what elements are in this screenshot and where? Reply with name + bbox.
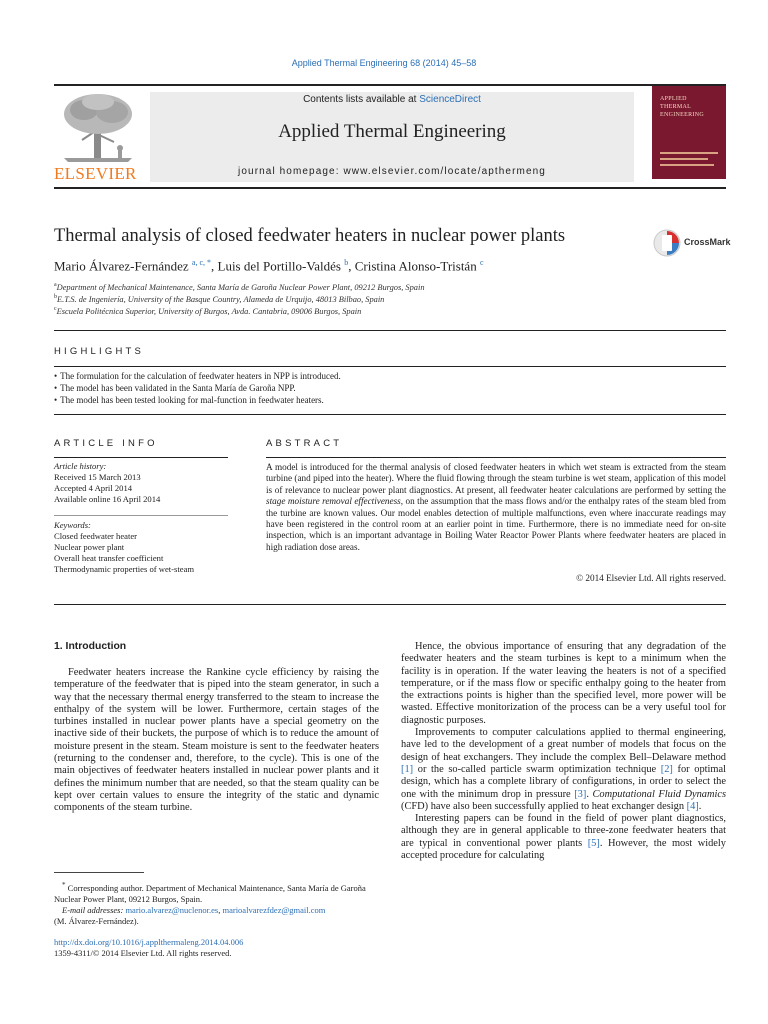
cover-stripe [660, 164, 714, 166]
elsevier-logo[interactable] [54, 90, 146, 182]
highlight-item: • The model has been validated in the Santa María de Garoña NPP. [54, 383, 296, 393]
abstract-copyright: © 2014 Elsevier Ltd. All rights reserved. [576, 573, 726, 583]
section-rule [54, 330, 726, 331]
journal-homepage[interactable]: journal homepage: www.elsevier.com/locate/apthermeng [238, 166, 546, 177]
cover-stripe [660, 152, 718, 154]
footnote-text: Corresponding author. Department of Mechanical Maintenance, Santa María de Garoña Nuclear Power Plant, 09212 Burgos, Spain. [54, 882, 366, 904]
body-column-right [401, 641, 726, 862]
affiliation [54, 306, 361, 316]
crossmark-badge[interactable] [652, 228, 732, 258]
history-item: Received 15 March 2013 [54, 472, 141, 482]
author-list: Mario Álvarez-Fernández $^{a, c, *}$, Luis del Portillo-Valdés $^b$, Cristina Alonso-Tristán $^c$ [54, 258, 484, 274]
article-info-heading: ARTICLE INFO [54, 438, 158, 449]
keyword[interactable]: Overall heat transfer coefficient [54, 553, 164, 563]
issn-line: 1359-4311/© 2014 Elsevier Ltd. All rights reserved. [54, 948, 232, 958]
author-affiliation-mark[interactable]: a, c, * [191, 258, 211, 267]
affiliation-mark: a [54, 282, 57, 288]
abstract-emphasis: stage moisture removal effectiveness [266, 496, 401, 507]
crossmark-icon [652, 228, 682, 258]
citation-link[interactable]: [2] [660, 763, 673, 775]
journal-citation[interactable]: Applied Thermal Engineering 68 (2014) 45–58 [291, 58, 477, 68]
cover-title [660, 95, 704, 119]
corresponding-author-footnote [54, 880, 379, 927]
text-fragment: or the so-called particle swarm optimization technique [413, 763, 661, 775]
journal-cover-thumbnail[interactable] [652, 86, 726, 179]
abstract-text [266, 462, 726, 553]
citation-link[interactable]: [1] [401, 763, 414, 775]
affiliation-mark: b [54, 294, 57, 300]
body-paragraph: Feedwater heaters increase the Rankine cycle efficiency by raising the temperature of the feedwater that is piped into the steam generator, in such a way that the necessary thermal energy transferred to the steam to increase the enthalpy of the system will be lower. Furthermore, certain stages of the turbines installed in nuclear power plants have a special geometry on the inactive side of their buckets, the purpose of which is to reduce the amount of moisture present in the steam. Steam moisture is sent to the feedwater heaters (returning to the condenser and, therefore, to the cycle). This is one of the main objectives of feedwater heaters installed in nuclear power plants and it defines the minimum number that are needed, so that the steam quality can be kept over certain values to ensure the integrity of the static and dynamic components of the steam turbine. [54, 667, 379, 814]
article-history-label: Article history: [54, 461, 107, 471]
footnote-rule [54, 872, 144, 873]
abstract-fragment: A model is introduced for the thermal analysis of closed feedwater heaters in which wet steam is extracted from the steam turbine (and piped into the heater). Where the fluid flowing through the steam turbine is wet steam, application of this model is of relevance to nuclear power plant diagnostics. At present, all feedwater heater calculations are performed by setting the [266, 462, 726, 495]
contents-prefix: Contents lists available at [303, 94, 420, 105]
footnote-paragraph [54, 880, 379, 905]
article-title: Thermal analysis of closed feedwater heaters in nuclear power plants [54, 226, 566, 246]
section-rule [54, 366, 726, 367]
cover-stripe [660, 158, 708, 160]
header-bottom-rule [54, 187, 726, 189]
email-link[interactable]: mario.alvarez@nuclenor.es [125, 904, 219, 915]
affiliation-text: E.T.S. de Ingeniería, University of the Basque Country, Alameda de Urquijo, 48013 Bilbao, Spain [57, 294, 385, 304]
journal-title: Applied Thermal Engineering [278, 121, 506, 142]
affiliation-text: Escuela Politécnica Superior, University of Burgos, Avda. Cantabria, 09006 Burgos, Spain [56, 306, 362, 316]
author-affiliation-mark[interactable]: c [479, 258, 484, 267]
history-item: Available online 16 April 2014 [54, 494, 161, 504]
highlights-heading: HIGHLIGHTS [54, 346, 145, 357]
section-rule [54, 457, 228, 458]
contents-line [150, 94, 634, 105]
doi-link[interactable]: http://dx.doi.org/10.1016/j.applthermaleng.2014.04.006 [54, 937, 244, 947]
section-rule [266, 457, 726, 458]
text-fragment: for optimal design, which has a complete library of configurations, in order to select the one with the minimum drop in pressure [401, 763, 726, 800]
affiliation [54, 294, 384, 304]
text-fragment: Interesting papers can be found in the field of power plant diagnostics, although they are in general applicable to three-zone feedwater heaters that are typical in conventional power plants [401, 813, 726, 849]
affiliation-text: Department of Mechanical Maintenance, Santa María de Garoña Nuclear Power Plant, 09212 Burgos, Spain [56, 282, 425, 292]
highlight-item: • The formulation for the calculation of feedwater heaters in NPP is introduced. [54, 371, 341, 381]
email-link[interactable]: marioalvarezfdez@gmail.com [222, 904, 326, 915]
cover-title-line: ENGINEERING [660, 112, 704, 118]
text-fragment: (CFD) have also been successfully applied to heat exchanger design [401, 800, 687, 812]
body-paragraph [401, 727, 726, 813]
keyword[interactable]: Nuclear power plant [54, 542, 125, 552]
abstract-heading: ABSTRACT [266, 438, 343, 449]
cover-title-line: THERMAL [660, 104, 692, 110]
abstract-fragment: , on the assumption that the mass flows and/or the enthalpy rates of the steam bled from the turbine are known values. Our model enables detection of multiple malfunctions, even where inaccurate readings may have been registered in the control room at an earlier point in time. Furthermore, there is no immediate need for on-site inspection, which is an important advantage in Boiling Water Reactor Power Plants where feedwater heaters are placed in high radiation dose areas. [266, 496, 726, 552]
highlight-item: • The model has been tested looking for mal-function in feedwater heaters. [54, 395, 324, 405]
section-rule [54, 515, 228, 516]
keyword[interactable]: Thermodynamic properties of wet-steam [54, 564, 195, 574]
body-paragraph [401, 813, 726, 862]
author-name: Mario Álvarez-Fernández [54, 258, 189, 274]
email-owner: (M. Álvarez-Fernández). [54, 915, 139, 926]
section-rule [54, 604, 726, 605]
affiliation [54, 282, 425, 292]
text-emphasis: Computational Fluid Dynamics [592, 788, 727, 800]
text-fragment: . [698, 800, 702, 812]
citation-link[interactable]: [3] [574, 788, 587, 800]
header-top-rule [54, 84, 726, 86]
text-fragment: . [586, 788, 593, 800]
text-fragment: Improvements to computer calculations applied to thermal engineering, have led to the development of a great number of models that focus on the design of heat exchangers. They include the complex Bell–Delaware method [401, 727, 726, 763]
section-rule [54, 414, 726, 415]
email-label: E-mail addresses: [62, 904, 124, 915]
citation-link[interactable]: [4] [686, 800, 699, 812]
history-item: Accepted 4 April 2014 [54, 483, 133, 493]
footnote-star: * [62, 881, 66, 889]
keywords-label: Keywords: [54, 520, 91, 530]
author-affiliation-mark[interactable]: b [344, 258, 349, 267]
affiliation-mark: c [54, 306, 57, 312]
body-column-left [54, 667, 379, 815]
publisher-name: ELSEVIER [54, 164, 137, 183]
footnote-paragraph: E-mail addresses: mario.alvarez@nuclenor.es, marioalvarezfdez@gmail.com [62, 904, 326, 915]
footnote-paragraph [54, 916, 379, 927]
sciencedirect-link[interactable]: ScienceDirect [419, 94, 481, 105]
text-fragment: . However, the most widely accepted procedure for calculating [401, 837, 726, 862]
keyword[interactable]: Closed feedwater heater [54, 531, 138, 541]
section-heading-introduction: 1. Introduction [54, 641, 127, 652]
author-name: Cristina Alonso-Tristán [354, 258, 477, 274]
body-paragraph: Hence, the obvious importance of ensuring that any degradation of the feedwater heaters and the steam turbines is kept to a minimum when the facility is in operation. If the water leaving the heaters is not of a specified temperature, or if the mass flow or specific enthalpy going to the heater from the extractions points is higher than the specified level, more power will be wasted. Effective monitorization of the process can be a very useful tool for diagnostic purposes. [401, 641, 726, 726]
cover-title-line: APPLIED [660, 96, 687, 102]
citation-link[interactable]: [5] [587, 837, 600, 849]
crossmark-label: CrossMark [684, 237, 731, 247]
author-name: Luis del Portillo-Valdés [217, 258, 341, 274]
